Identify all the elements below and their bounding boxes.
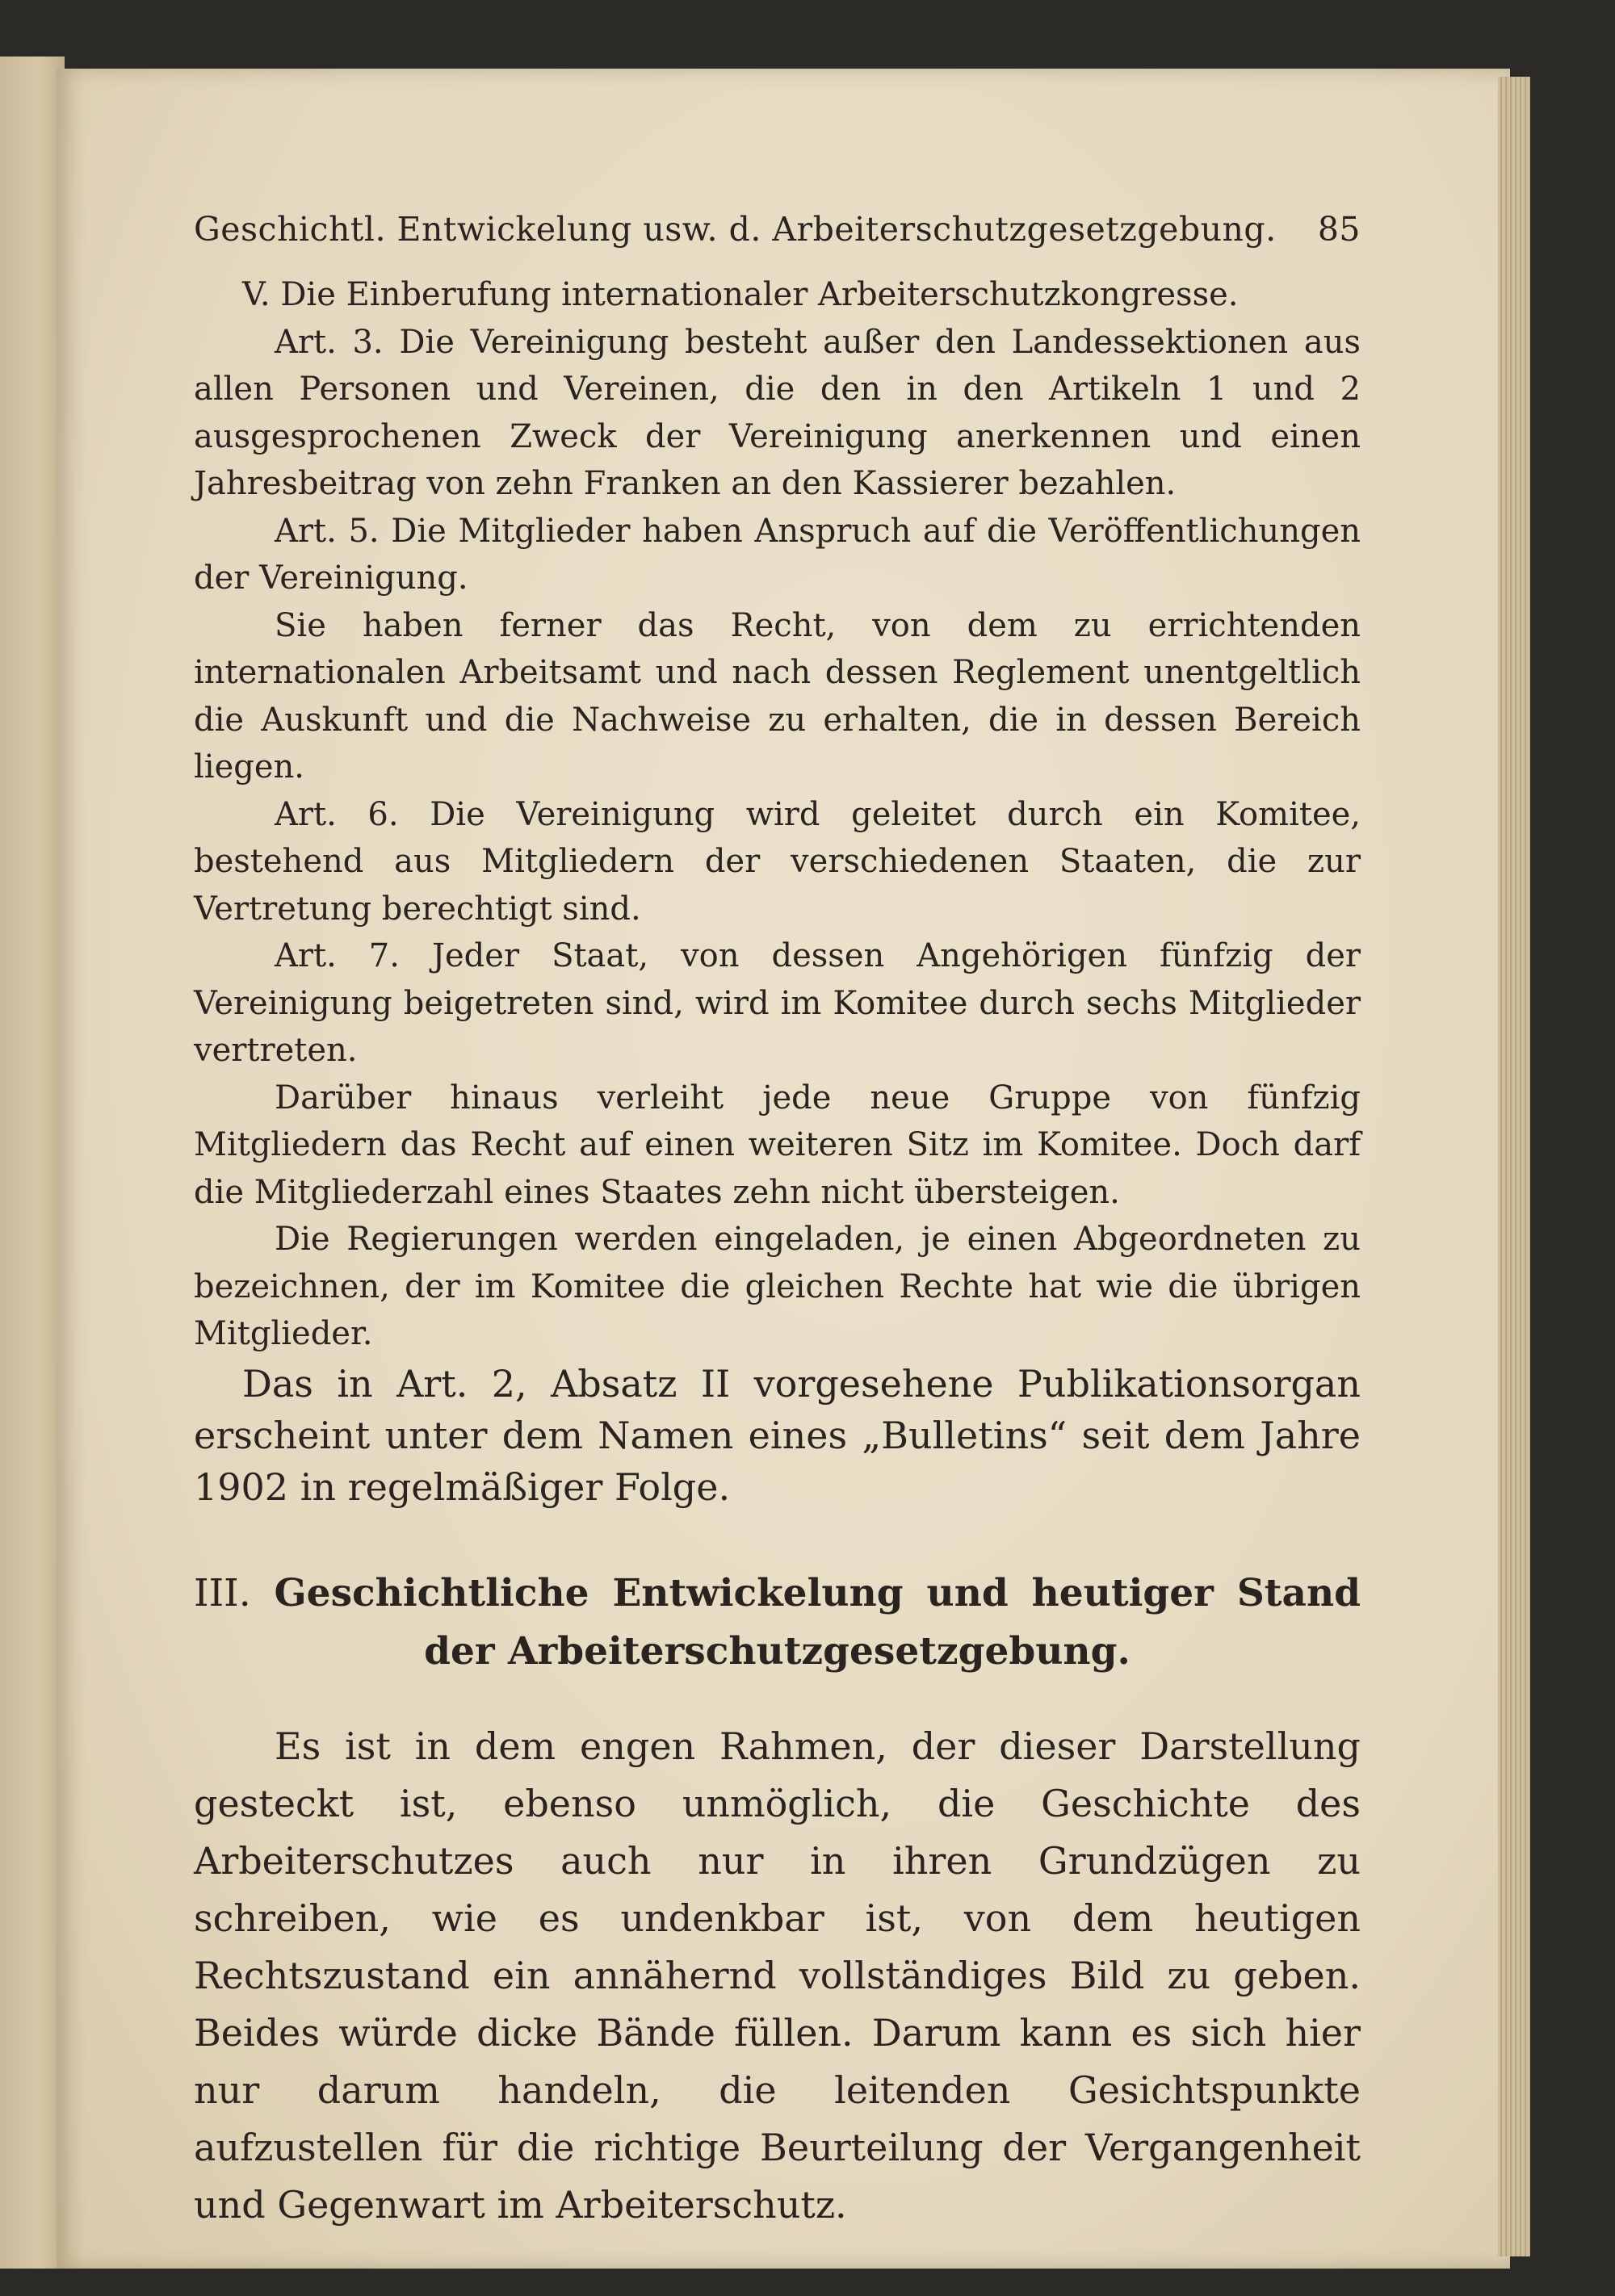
section-title: Geschichtliche Entwickelung und heutiger Stand der Arbeiterschutzgesetzgebung. — [274, 1570, 1361, 1674]
paragraph: V. Die Einberufung internationaler Arbeiterschutzkongresse. — [242, 276, 1239, 313]
page-text — [194, 210, 1361, 2234]
facing-page-edge — [0, 57, 65, 2269]
paragraph: Art. 3. Die Vereinigung besteht außer den Landessektionen aus allen Personen und Vereinen, die den in den Artikeln 1 und 2 ausgesprochenen Zweck der Vereinigung anerkennen und einen Jahresbeitrag von zehn Franken an den Kassierer bezahlen. — [194, 323, 1361, 502]
running-title: Geschichtl. Entwickelung usw. d. Arbeiterschutzgesetzgebung. — [194, 210, 1277, 249]
section-heading — [194, 1565, 1361, 1681]
closing-note — [194, 1358, 1361, 1513]
paragraph: Art. 5. Die Mitglieder haben Anspruch auf die Veröffentlichungen der Vereinigung. — [194, 512, 1361, 597]
paragraph: Das in Art. 2, Absatz II vorgesehene Publikationsorgan erscheint unter dem Namen eines „Bulletins“ seit dem Jahre 1902 in regelmäßiger Folge. — [194, 1361, 1361, 1509]
running-header — [194, 210, 1361, 249]
paragraph: Darüber hinaus verleiht jede neue Gruppe von fünfzig Mitgliedern das Recht auf einen weiteren Sitz im Komitee. Doch darf die Mitgliederzahl eines Staates zehn nicht übersteigen. — [194, 1079, 1361, 1211]
paragraph: Art. 7. Jeder Staat, von dessen Angehörigen fünfzig der Vereinigung beigetreten sind, wird im Komitee durch sechs Mitglieder vertreten. — [194, 937, 1361, 1069]
section-number: III. — [194, 1570, 251, 1615]
page-number: 85 — [1317, 210, 1361, 249]
paragraph: Art. 6. Die Vereinigung wird geleitet durch ein Komitee, bestehend aus Mitgliedern der verschiedenen Staaten, die zur Vertretung berechtigt sind. — [194, 795, 1361, 928]
section-body — [194, 1718, 1361, 2234]
paragraph: Die Regierungen werden eingeladen, je einen Abgeordneten zu bezeichnen, der im Komitee die gleichen Rechte hat wie die übrigen Mitglieder. — [194, 1221, 1361, 1352]
page-stack-edge — [1498, 77, 1530, 2256]
paragraph: Es ist in dem engen Rahmen, der dieser Darstellung gesteckt ist, ebenso unmöglich, die Geschichte des Arbeiterschutzes auch nur in ihren Grundzügen zu schreiben, wie es undenkbar ist, von dem heutigen Rechtszustand ein annähernd vollständiges Bild zu geben. Beides würde dicke Bände füllen. Darum kann es sich hier nur darum handeln, die leitenden Gesichtspunkte aufzustellen für die richtige Beurteilung der Vergangenheit und Gegenwart im Arbeiterschutz. — [194, 1724, 1361, 2227]
statute-excerpt — [194, 271, 1361, 1358]
paragraph: Sie haben ferner das Recht, von dem zu errichtenden internationalen Arbeitsamt und nach dessen Reglement unentgeltlich die Auskunft und die Nachweise zu erhalten, die in dessen Bereich liegen. — [194, 606, 1361, 786]
